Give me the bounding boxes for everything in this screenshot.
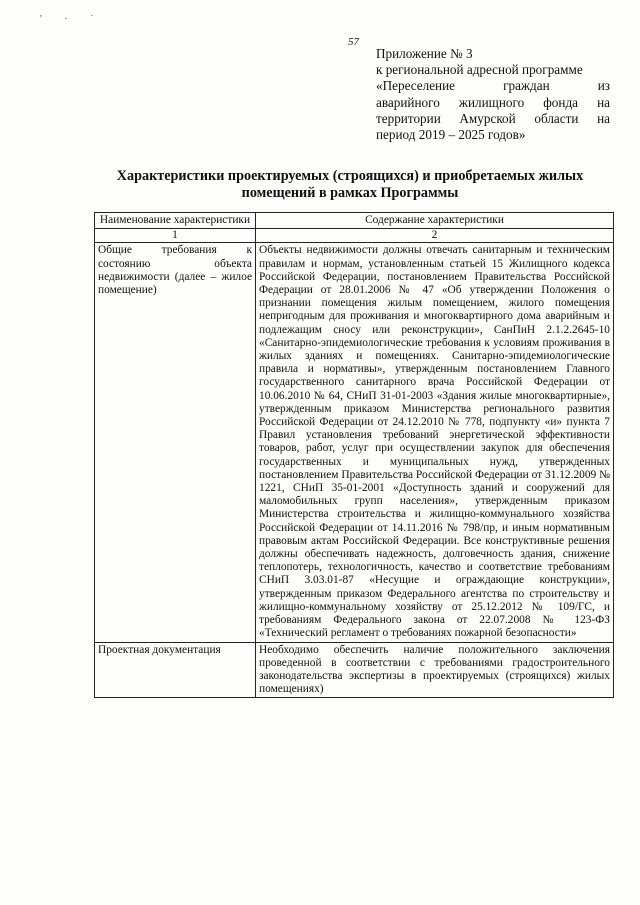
table-number-row (95, 229, 614, 243)
document-title (90, 168, 610, 202)
column-number: 1 (95, 229, 256, 243)
title-line: Характеристики проектируемых (строящихся) и приобретаемых жилых (116, 168, 584, 184)
scan-marks: ' · ˙ (40, 14, 104, 25)
page-number: 57 (348, 36, 359, 48)
table-header-row (95, 213, 614, 229)
row-content-cell: Объекты недвижимости должны отвечать санитарным и техническим правилам и нормам, установленным статьей 15 Жилищного кодекса Российской Федерации, постановлением Правительства Российской Федерации от 28.01.2006 № 47 «Об утверждении Положения о признании помещения жилым помещением, жилого помещения непригодным для проживания и многоквартирного дома аварийным и подлежащим сносу или реконструкции», СанПиН 2.1.2.2645-10 «Санитарно-эпидемиологические требования к условиям проживания в жилых зданиях и помещениях. Санитарно-эпидемиологические правила и нормативы», утвержденным постановлением Главного государственного санитарного врача Российской Федерации от 10.06.2010 № 64, СНиП 31-01-2003 «Здания жилые многоквартирные», утвержденным приказом Министерства регионального развития Российской Федерации от 24.12.2010 № 778, подпункту «и» пункта 7 Правил установления требований энергетической эффективности товаров, работ, услуг при осуществлении закупок для обеспечения государственных и муниципальных нужд, утвержденных постановлением Правительства Российской Федерации от 31.12.2009 № 1221, СНиП 35-01-2001 «Доступность зданий и сооружений для маломобильных групп населения», утвержденным приказом Министерства строительства и жилищно-коммунального хозяйства Российской Федерации от 14.11.2016 № 798/пр, и иным нормативным правовым актам Российской Федерации. Все конструктивные решения должны обеспечивать надежность, долговечность здания, снижение теплопотерь, технологичность, качество и соответствие требованиям СНиП 3.03.01-87 «Несущие и ограждающие конструкции», утвержденным приказом Федерального агентства по строительству и жилищно-коммунальному хозяйству от 25.12.2012 № 109/ГС, и требованиям Федерального закона от 22.07.2008 № 123-ФЗ «Технический регламент о требованиях пожарной безопасности» (256, 243, 614, 642)
appendix-line: аварийного жилищного фонда на (376, 94, 610, 110)
row-content-cell: Необходимо обеспечить наличие положительного заключения проведенной в соответствии с требованиями градостроительного законодательства экспертизы в проектируемых (строящихся) жилых помещениях) (256, 642, 614, 698)
characteristics-table (94, 212, 614, 698)
appendix-line: «Переселение граждан из (376, 78, 610, 94)
column-number: 2 (256, 229, 614, 243)
row-name-cell: Проектная документация (95, 642, 256, 698)
appendix-header (376, 46, 610, 143)
appendix-line: Приложение № 3 (376, 46, 473, 61)
appendix-line: к региональной адресной программе (376, 62, 583, 78)
row-name-cell: Общие требования к состоянию объекта недвижимости (далее – жилое помещение) (95, 243, 256, 642)
appendix-line: территории Амурской области на (376, 110, 610, 126)
table-row (95, 243, 614, 642)
appendix-line: период 2019 – 2025 годов» (376, 127, 526, 143)
header-name-cell: Наименование характеристики (95, 213, 256, 229)
table-row (95, 642, 614, 698)
header-content-cell: Содержание характеристики (256, 213, 614, 229)
title-line: помещений в рамках Программы (241, 185, 459, 201)
